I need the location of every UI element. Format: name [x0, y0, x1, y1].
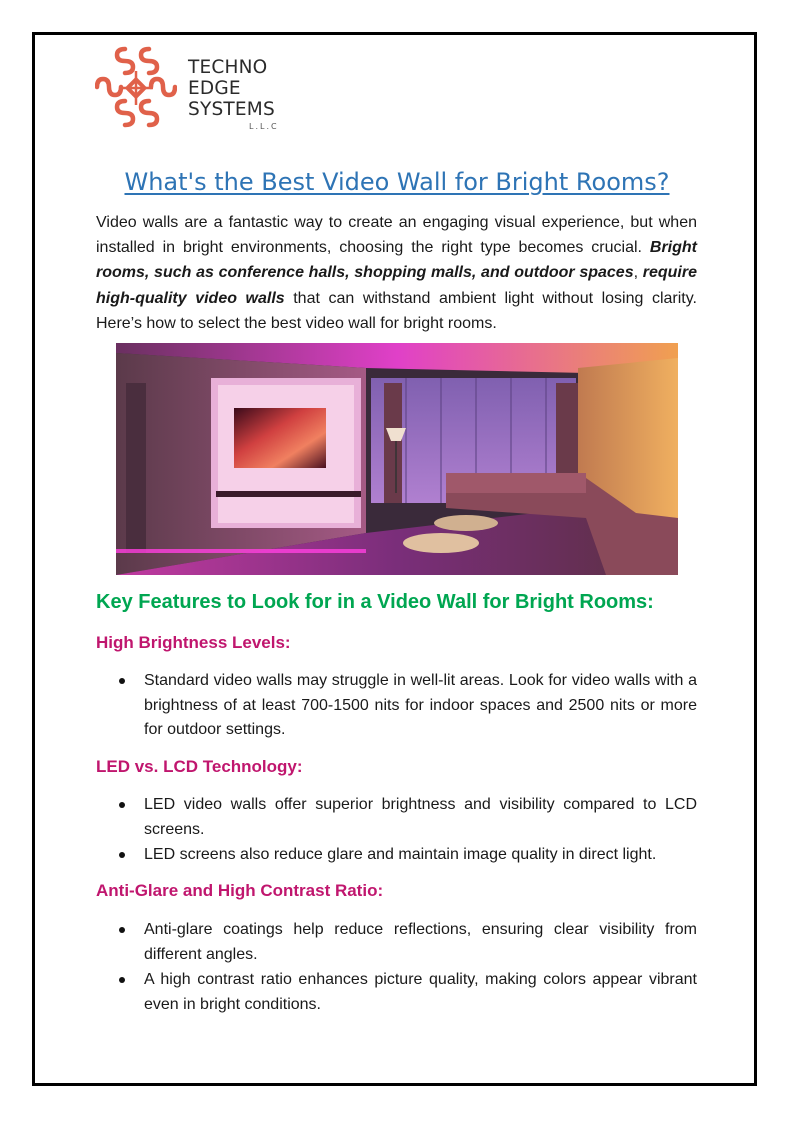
bullet-list-led-lcd — [96, 793, 697, 869]
company-emblem-icon — [95, 45, 177, 131]
logo-suffix: L.L.C — [249, 122, 279, 131]
intro-text-2: , — [633, 264, 643, 282]
list-item: Anti-glare coatings help reduce reflections, ensuring clear visibility from different angles. — [96, 918, 697, 967]
section-heading-led-lcd: LED vs. LCD Technology: — [96, 757, 303, 776]
living-room-led-lighting-photo — [116, 343, 678, 575]
list-item: LED video walls offer superior brightness and visibility compared to LCD screens. — [96, 793, 697, 842]
logo-line-3: SYSTEMS — [188, 99, 275, 120]
intro-text-3: that can withstand ambient light without losing clarity. Here’s how to select the best video wall for bright rooms. — [96, 289, 698, 332]
company-logo — [95, 45, 295, 137]
intro-paragraph — [96, 210, 697, 336]
list-item: LED screens also reduce glare and maintain image quality in direct light. — [96, 843, 697, 868]
company-name — [188, 57, 275, 120]
features-heading: Key Features to Look for in a Video Wall for Bright Rooms: — [96, 591, 654, 613]
logo-line-1: TECHNO — [188, 57, 268, 78]
list-item: Standard video walls may struggle in well-lit areas. Look for video walls with a brightness of at least 700-1500 nits for indoor spaces and 2500 nits or more for outdoor settings. — [96, 669, 697, 743]
page-title[interactable]: What's the Best Video Wall for Bright Rooms? — [124, 168, 670, 196]
intro-bold-2: require high-quality video walls — [96, 264, 697, 307]
intro-bold-1: Bright rooms, such as conference halls, shopping malls, and outdoor spaces — [96, 239, 697, 282]
section-heading-brightness: High Brightness Levels: — [96, 633, 291, 652]
section-heading-anti-glare: Anti-Glare and High Contrast Ratio: — [96, 881, 384, 900]
intro-text-1: Video walls are a fantastic way to create an engaging visual experience, but when installed in bright environments, choosing the right type becomes crucial. — [96, 214, 697, 257]
bullet-list-anti-glare — [96, 918, 697, 1018]
bullet-list-brightness — [96, 669, 697, 744]
logo-line-2: EDGE — [188, 78, 241, 99]
list-item: A high contrast ratio enhances picture quality, making colors appear vibrant even in bright conditions. — [96, 968, 697, 1017]
